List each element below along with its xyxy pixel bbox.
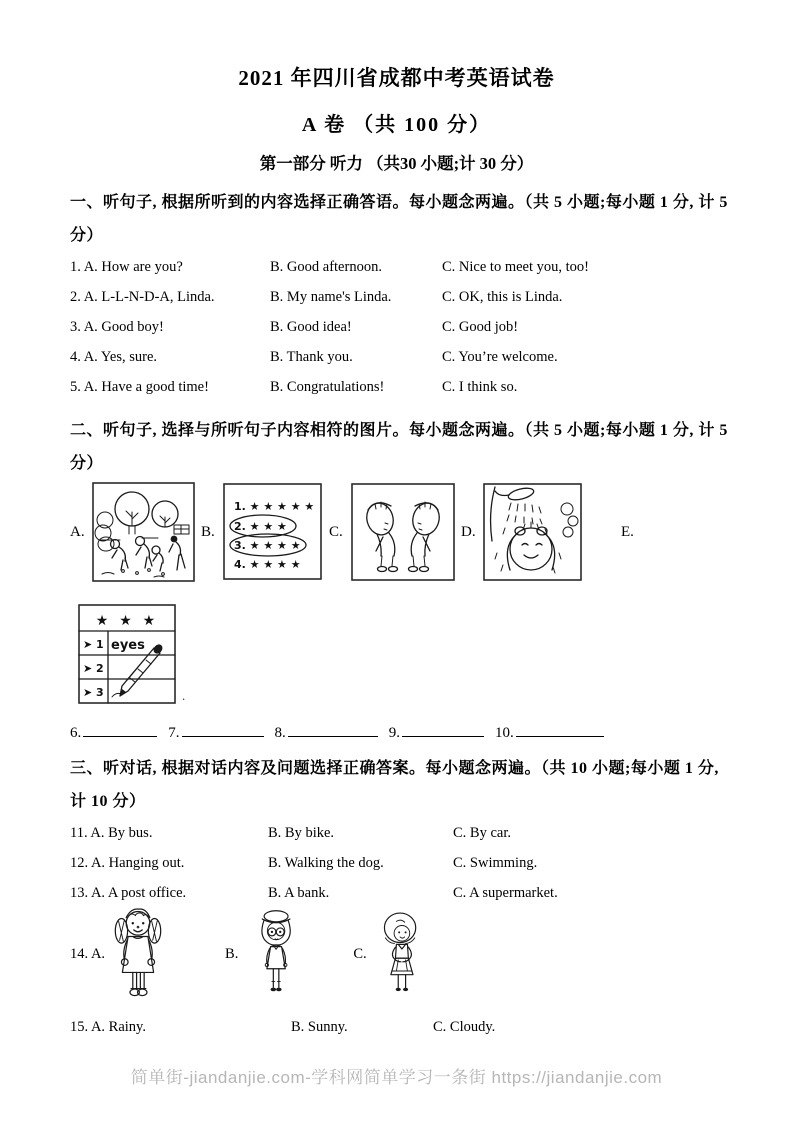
picture-label-e: E. (621, 523, 634, 540)
option-a: 15. A. Rainy. (70, 1018, 146, 1035)
option-b: B. Walking the dog. (268, 854, 384, 871)
option-b: B. Thank you. (270, 348, 353, 365)
picture-girl-bob-hair (378, 908, 424, 1000)
option-c: C. OK, this is Linda. (442, 288, 563, 305)
blank-line (402, 722, 484, 737)
picture-label-c: C. (329, 523, 343, 540)
option-c: C. You’re welcome. (442, 348, 558, 365)
question-14-label-b: B. (225, 945, 239, 962)
star-row-circle2: 4. ★ ★ ★ ★ (234, 558, 301, 571)
picture-label-a: A. (70, 523, 85, 540)
option-c: C. Nice to meet you, too! (442, 258, 589, 275)
question-14-label-a: 14. A. (70, 945, 106, 962)
volume-heading: A 卷 （共 100 分） (301, 114, 492, 136)
option-a: 5. A. Have a good time! (70, 378, 209, 395)
blank-line (83, 722, 157, 737)
star-row-1: 1. ★ ★ ★ ★ ★ (234, 500, 315, 513)
option-b: B. Good afternoon. (270, 258, 382, 275)
questions-11-13 (0, 818, 793, 908)
picture-girl-pigtails (112, 904, 164, 1004)
option-a: 2. A. L-L-N-D-A, Linda. (70, 288, 215, 305)
option-c: C. By car. (453, 824, 511, 841)
table-row3-label: ➤ 3 (83, 686, 104, 699)
question-row-4 (0, 342, 793, 372)
blank-9: 9. (389, 722, 484, 742)
option-a: 4. A. Yes, sure. (70, 348, 158, 365)
question-row-2 (0, 282, 793, 312)
table-row2-label: ➤ 2 (83, 662, 104, 675)
option-a: 3. A. Good boy! (70, 318, 164, 335)
option-a: 12. A. Hanging out. (70, 854, 185, 871)
table-header-stars: ★ ★ ★ (95, 613, 159, 629)
option-b: B. Sunny. (291, 1018, 348, 1035)
option-a: 1. A. How are you? (70, 258, 183, 275)
blank-line (516, 722, 604, 737)
blank-line (182, 722, 264, 737)
section2-pictures (0, 480, 793, 584)
section3-instructions: 三、听对话, 根据对话内容及问题选择正确答案。每小题念两遍。（共 10 小题;每小题 1 分, 计 10 分） (70, 760, 719, 810)
star-row-2: 2. ★ ★ ★ (234, 520, 287, 533)
blank-7: 7. (168, 722, 263, 742)
stray-period: . (182, 688, 186, 703)
option-b: B. Congratulations! (270, 378, 385, 395)
option-b: B. By bike. (268, 824, 335, 841)
questions-1-5 (0, 252, 793, 402)
option-a: 13. A. A post office. (70, 884, 187, 901)
picture-two-kids-bowing (351, 483, 455, 581)
section1-instructions: 一、听句子, 根据所听到的内容选择正确答语。每小题念两遍。（共 5 小题;每小题 1 分, 计 5 分） (70, 194, 728, 244)
picture-girl-hat-glasses (254, 906, 300, 1002)
question-row-15 (0, 1012, 793, 1042)
option-b: B. My name's Linda. (270, 288, 392, 305)
table-row1-label: ➤ 1 (83, 638, 104, 651)
option-a: 11. A. By bus. (70, 824, 153, 841)
part1-heading: 第一部分 听力 （共30 小题;计 30 分） (259, 154, 534, 173)
question-row-11 (0, 818, 793, 848)
blank-6: 6. (70, 722, 157, 742)
question-row-12 (0, 848, 793, 878)
picture-star-ratings (223, 483, 323, 581)
blank-line (288, 722, 378, 737)
picture-label-b: B. (201, 523, 215, 540)
option-c: C. Good job! (442, 318, 519, 335)
section2-instructions: 二、听句子, 选择与所听句子内容相符的图片。每小题念两遍。（共 5 小题;每小题 1 分, 计 5 分） (70, 422, 728, 472)
table-row1-word: eyes (111, 638, 145, 653)
page-title: 2021 年四川省成都中考英语试卷 (238, 66, 555, 90)
option-c: C. I think so. (442, 378, 518, 395)
question-14-label-c: C. (353, 945, 367, 962)
question-row-1 (0, 252, 793, 282)
star-row-3: 3. ★ ★ ★ ★ (234, 539, 301, 552)
question-row-3 (0, 312, 793, 342)
question-row-5 (0, 372, 793, 402)
picture-label-d: D. (461, 523, 476, 540)
picture-park-cleanup-scene (92, 482, 195, 582)
option-b: B. Good idea! (270, 318, 352, 335)
answer-blanks-6-10 (0, 722, 793, 742)
option-b: B. A bank. (268, 884, 330, 901)
blank-10: 10. (495, 722, 604, 742)
option-c: C. A supermarket. (453, 884, 558, 901)
blank-8: 8. (275, 722, 378, 742)
picture-child-showering (483, 483, 583, 581)
option-c: C. Cloudy. (433, 1018, 496, 1035)
picture-star-table (78, 604, 793, 704)
option-c: C. Swimming. (453, 854, 538, 871)
watermark-footer: 简单街-jiandanjie.com-学科网简单学习一条街 https://jiandanjie.com (130, 1068, 663, 1087)
question-row-14 (0, 904, 793, 1004)
